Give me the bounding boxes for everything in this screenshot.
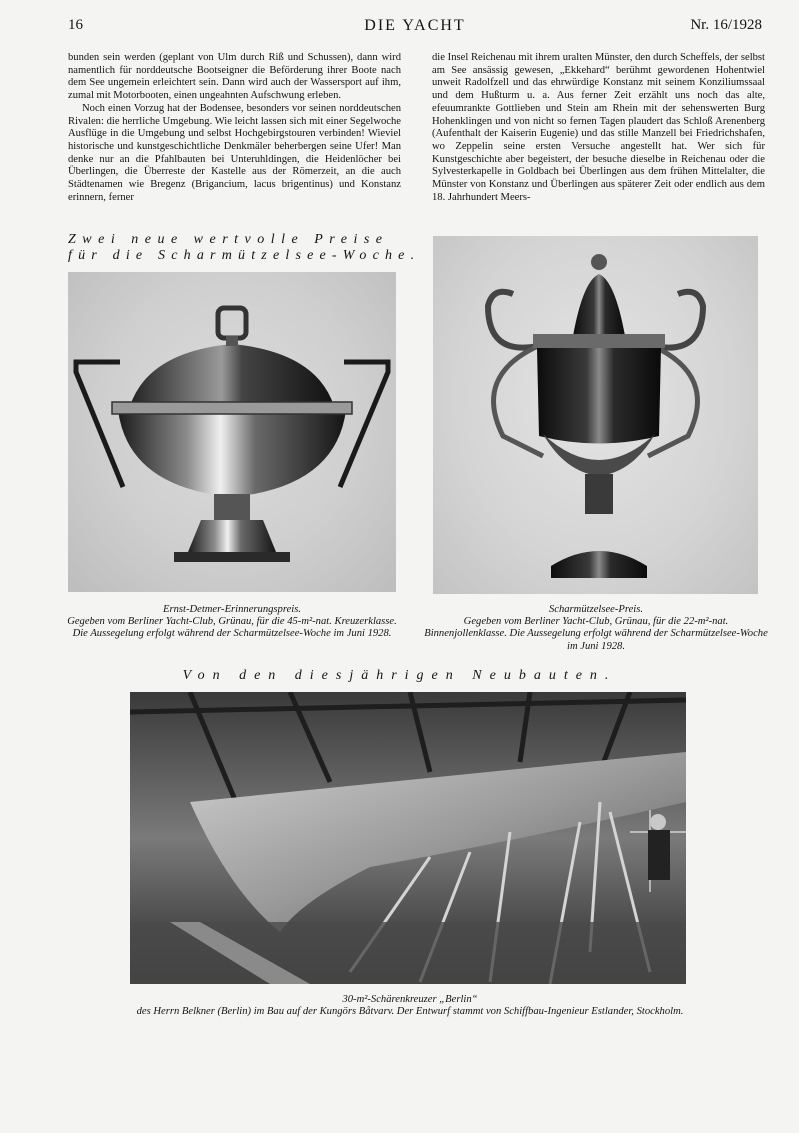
caption-title: Scharmützelsee-Preis. (548, 604, 644, 615)
tureen-trophy-image (68, 272, 396, 592)
caption-text: Gegeben vom Berliner Yacht-Club, Grünau, für die 45-m²-nat. Kreuzerklasse. Die Aussegelung erfolgt während der Scharmützelsee-Woche im Juni 1928. (67, 616, 397, 640)
caption-title: Ernst-Detmer-Erinnerungspreis. (163, 604, 301, 615)
caption-detmer-trophy (62, 604, 402, 641)
page-header (68, 17, 762, 39)
page-number: 16 (68, 17, 83, 33)
section-heading-prizes-line1: Zwei neue wertvolle Preise (68, 232, 389, 247)
photo-boat-under-construction (130, 692, 686, 984)
caption-title: 30-m²-Schärenkreuzer „Berlin“ (342, 994, 478, 1005)
caption-scharmuetzelsee-trophy (424, 604, 768, 653)
paragraph: Noch einen Vorzug hat der Bodensee, besonders vor seinen norddeutschen Rivalen: die herrliche Umgebung. Wie leicht lassen sich mit einer Segelwoche Ausflüge in die Umgebung und selbst Hochgebirgstouren verbinden! Wieviel historische und kunstgeschichtliche Denkmäler beherbergen seine Ufer! Man denke nur an die Pfahlbauten bei Unteruhldingen, die Heidenlöcher bei Überlingen, die Überreste der Kastelle aus der Römerzeit, an die auch Städtenamen wie Bregenz (Brigancium, lacus brigentinus) und Konstanz erinnern, ferner (68, 102, 401, 203)
section-heading-prizes-line2: für die Scharmützelsee-Woche. (68, 248, 421, 263)
magazine-title: DIE YACHT (364, 17, 466, 34)
photo-detmer-trophy (68, 272, 396, 592)
cup-trophy-image (433, 236, 758, 594)
issue-number: Nr. 16/1928 (690, 17, 762, 33)
article-column-right (432, 52, 765, 204)
section-heading-newbuilds: Von den diesjährigen Neubauten. (182, 668, 617, 683)
paragraph: bunden sein werden (geplant von Ulm durch Riß und Schussen), dann wird namentlich für norddeutsche Bootseigner die Beförderung ihrer Boote nach dem See ungemein erleichtert sein. Dann wird auch der Wassersport auf ihm, zumal mit Motorbooten, einen ungeahnten Aufschwung erleben. (68, 52, 401, 102)
photo-scharmuetzelsee-trophy (433, 236, 758, 594)
caption-text: Gegeben vom Berliner Yacht-Club, Grünau, für die 22-m²-nat. Binnenjollenklasse. Die Aussegelung erfolgt während der Scharmützelsee-Woche im Juni 1928. (424, 616, 768, 652)
paragraph: die Insel Reichenau mit ihrem uralten Münster, den durch Scheffels, der selbst am See ansässig gewesen, „Ekkehard“ berühmt gewordenen Hohentwiel unweit Radolfzell und das ehrwürdige Konstanz mit seinem Konziliumssaal und dem Hußturm u. a. Aus ferner Zeit erzählt uns noch das alte, efeuumrankte Gottlieben und Stein am Rhein mit der sehenswerten Burg Hohenklingen und von nicht so fernen Tagen plaudert das Schloß Arenenberg (Aufenthalt der Kaiserin Eugenie) und das stille Manzell bei Friedrichshafen, wo Zeppelin seine ersten Versuche angestellt hat. Wer sich für Kunstgeschichte aber begeistert, der besuche dieselbe in Reichenau oder die Sylvesterkapelle in Goldbach bei Überlingen aus dem frühen Mittelalter, die Münster von Konstanz und Überlingen aus späterer Zeit oder endlich aus dem 18. Jahrhundert Meers- (432, 52, 765, 203)
caption-boat-under-construction (60, 994, 760, 1018)
shipyard-image (130, 692, 686, 984)
caption-text: des Herrn Belkner (Berlin) im Bau auf der Kungörs Båtvarv. Der Entwurf stammt von Schiffbau-Ingenieur Estlander, Stockholm. (136, 1006, 684, 1018)
article-column-left (68, 52, 401, 204)
